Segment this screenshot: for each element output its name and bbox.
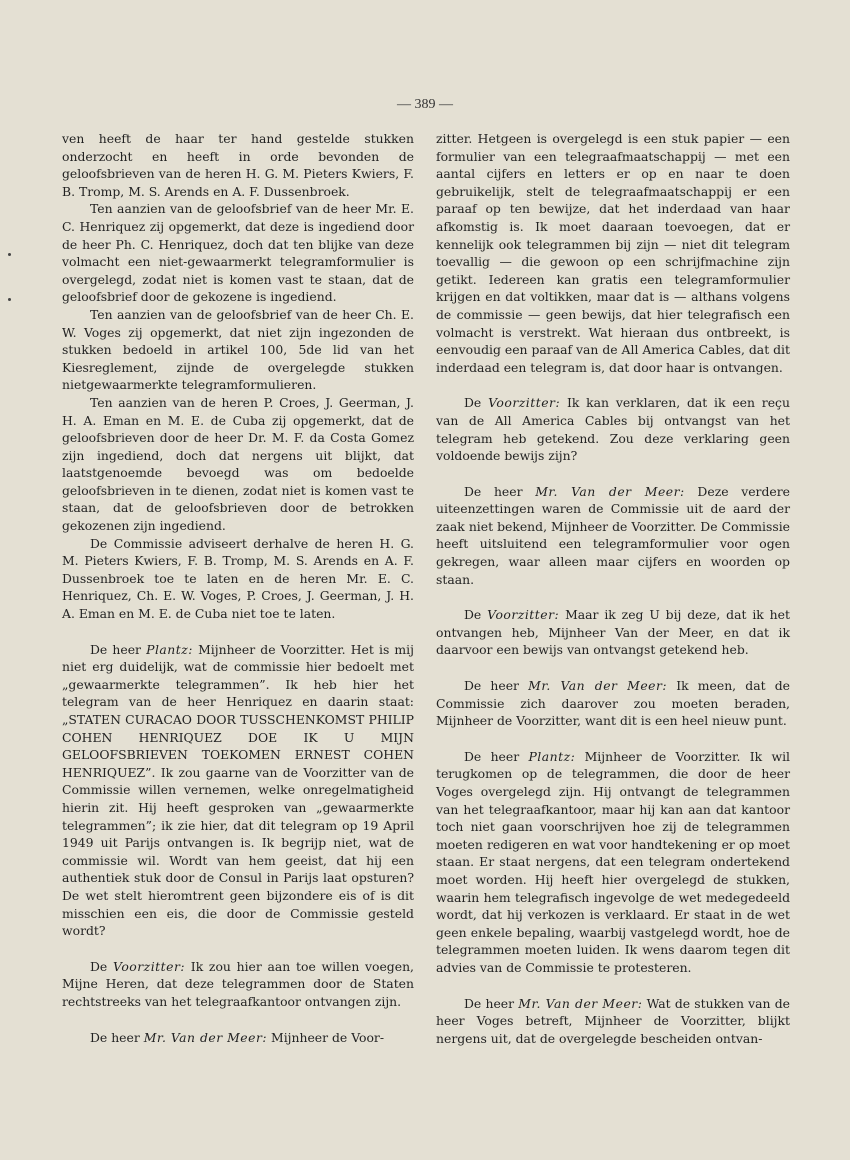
speaker-name: Voorzitter: xyxy=(487,607,560,623)
speaker-prefix: De heer xyxy=(464,678,519,694)
page-number: — 389 — xyxy=(397,97,453,112)
speaker-prefix: De xyxy=(90,958,108,974)
speaker-prefix: De xyxy=(464,607,482,623)
speaker-name: Voorzitter: xyxy=(113,958,186,974)
speaker-name: Plantz: xyxy=(528,748,576,764)
paragraph: zitter. Hetgeen is overgelegd is een stuk papier — een formulier van een telegraafmaatschappij — met een aantal cijfers en letters er op en naar te doen gebruikelijk, stelt de telegraafmaatschappij er een paraaf op ten bewijze, dat het inderdaad van haar afkomstig is. Ik moet daaraan toevoegen, dat er kennelijk ook telegrammen bij zijn — niet dit telegram toevallig — die gewoon op een schrijfmachine zijn getikt. Iedereen kan gratis een telegramformulier krijgen en dat voltikken, maar dat is — althans volgens de commissie — geen bewijs, dat hier telegrafisch een volmacht is verstrekt. Wat hieraan dus ontbreekt, is eenvoudig een paraaf van de All America Cables, dat dit inderdaad een telegram is, dat door haar is ontvangen. xyxy=(436,131,790,375)
speaker-name: Mr. Van der Meer: xyxy=(518,995,643,1011)
margin-dot xyxy=(8,298,11,301)
paragraph: ven heeft de haar ter hand gestelde stukken onderzocht en heeft in orde bevonden de geloofsbrieven van de heren H. G. M. Pieters Kwiers, F. B. Tromp, M. S. Arends en A. F. Dussenbroek. xyxy=(62,131,414,199)
speech-text: Wat de stukken van de heer Voges betreft, Mijnheer de Voorzitter, blijkt nergens uit, dat de overgelegde bescheiden ontvan- xyxy=(436,995,790,1046)
speech-paragraph xyxy=(436,677,790,730)
speaker-name: Voorzitter: xyxy=(488,395,561,411)
speech-text: Mijnheer de Voor- xyxy=(271,1029,385,1045)
margin-dot xyxy=(8,253,11,256)
right-column xyxy=(436,130,790,1047)
speech-text: Ik zou hier aan toe willen voegen, Mijne Heren, dat deze telegrammen door de Staten rechtstreeks van het telegraafkantoor ontvangen zijn. xyxy=(62,958,414,1009)
speech-text: Maar ik zeg U bij deze, dat ik het ontvangen heb, Mijnheer Van der Meer, en dat ik daarvoor een bewijs van ontvangst getekend heb. xyxy=(436,607,790,658)
speech-text: Mijnheer de Voorzitter. Ik wil terugkomen op de telegrammen, die door de heer Voges overgelegd zijn. Hij ontvangt de telegrammen van het telegraafkantoor, maar hij kan aan dat kantoor toch niet gaan voorschrijven hoe zij de telegrammen moeten redigeren en wat voor handtekening er op moet staan. Er staat nergens, dat een telegram ondertekend moet worden. Hij heeft hier overgelegd de stukken, waarin hem telegrafisch ingevolge de wet medegedeeld wordt, dat hij verkozen is verklaard. Er staat in de wet geen enkele bepaling, waarbij vastgelegd wordt, hoe de telegrammen moeten luiden. Ik wens daarom tegen dit advies van de Commissie te protesteren. xyxy=(436,748,790,975)
speech-text: Deze verdere uiteenzettingen waren de Commissie uit de aard der zaak niet bekend, Mijnheer de Voorzitter. De Commissie heeft uitsluitend een telegramformulier voor ogen gekregen, waar alleen maar cijfers en woorden op staan. xyxy=(436,483,790,587)
speaker-name: Plantz: xyxy=(146,641,193,657)
paragraph: Ten aanzien van de geloofsbrief van de heer Mr. E. C. Henriquez zij opgemerkt, dat deze is ingediend door de heer Ph. C. Henriquez, doch dat ten blijke van deze volmacht een niet-gewaarmerkt telegramformulier is overgelegd, zodat niet is komen vast te staan, dat de geloofsbrief door de gekozene is ingediend. xyxy=(62,201,414,305)
speech-paragraph xyxy=(436,394,790,464)
speaker-prefix: De heer xyxy=(464,995,515,1011)
speech-text: Ik zou gaarne van de Voorzitter van de Commissie willen vernemen, welke onregelmatigheid hierin zit. Hij heeft gesproken van „gewaarmerkte telegrammen”; ik zie hier, dat dit telegram op 19 April 1949 uit Parijs ontvangen is. Ik begrijp niet, wat de commissie wil. Wordt van hem geeist, dat hij een authentiek stuk door de Consul in Parijs laat opsturen? De wet stelt hieromtrent geen bijzondere eis of is dit misschien een eis, die door de Commissie gesteld wordt? xyxy=(62,764,414,939)
speaker-prefix: De heer xyxy=(464,748,520,764)
left-column xyxy=(62,130,414,1046)
speech-paragraph xyxy=(436,748,790,977)
speaker-prefix: De heer xyxy=(90,1029,140,1045)
speech-text: Ik kan verklaren, dat ik een reçu van de All America Cables bij ontvangst van het telegram heb getekend. Zou deze verklaring geen voldoende bewijs zijn? xyxy=(436,395,790,464)
speech-paragraph xyxy=(62,641,414,940)
speaker-prefix: De heer xyxy=(90,641,141,657)
speech-text: Ik meen, dat de Commissie zich daarover zou moeten beraden, Mijnheer de Voorzitter, want dit is een heel nieuw punt. xyxy=(436,678,790,729)
paragraph: Ten aanzien van de geloofsbrief van de heer Ch. E. W. Voges zij opgemerkt, dat niet zijn ingezonden de stukken bedoeld in artikel 100, 5de lid van het Kiesreglement, zijnde de overgelegde stukken nietgewaarmerkte telegramformulieren. xyxy=(62,306,414,393)
speech-paragraph xyxy=(436,483,790,589)
speech-paragraph xyxy=(62,1029,414,1047)
speaker-name: Mr. Van der Meer: xyxy=(143,1029,268,1045)
speaker-name: Mr. Van der Meer: xyxy=(535,483,685,499)
speaker-prefix: De xyxy=(464,395,482,411)
speaker-prefix: De heer xyxy=(464,483,523,499)
paragraph: De Commissie adviseert derhalve de heren H. G. M. Pieters Kwiers, F. B. Tromp, M. S. Arends en A. F. Dussenbroek toe te laten en de heren Mr. E. C. Henriquez, Ch. E. W. Voges, P. Croes, J. Geerman, J. H. A. Eman en M. E. de Cuba niet toe te laten. xyxy=(62,535,414,622)
speech-paragraph xyxy=(436,995,790,1048)
speech-paragraph xyxy=(436,606,790,659)
speaker-name: Mr. Van der Meer: xyxy=(528,678,668,694)
telegram-text: „STATEN CURACAO DOOR TUSSCHENKOMST PHILIP COHEN HENRIQUEZ DOE IK U MIJN GELOOFSBRIEVEN TOEKOMEN ERNEST COHEN HENRIQUEZ”. xyxy=(62,712,414,780)
speech-paragraph xyxy=(62,958,414,1011)
speech-text: Mijnheer de Voorzitter. Het is mij niet erg duidelijk, wat de commissie hier bedoelt met „gewaarmerkte telegrammen”. Ik heb hier het telegram van de heer Henriquez en daarin staat: xyxy=(62,641,414,710)
paragraph: Ten aanzien van de heren P. Croes, J. Geerman, J. H. A. Eman en M. E. de Cuba zij opgemerkt, dat de geloofsbrieven door de heer Dr. M. F. da Costa Gomez zijn ingediend, doch dat nergens uit blijkt, dat laatstgenoemde bevoegd was om bedoelde geloofsbrieven in te dienen, zodat niet is komen vast te staan, dat de geloofsbrieven door de betrokken gekozenen zijn ingediend. xyxy=(62,394,414,534)
